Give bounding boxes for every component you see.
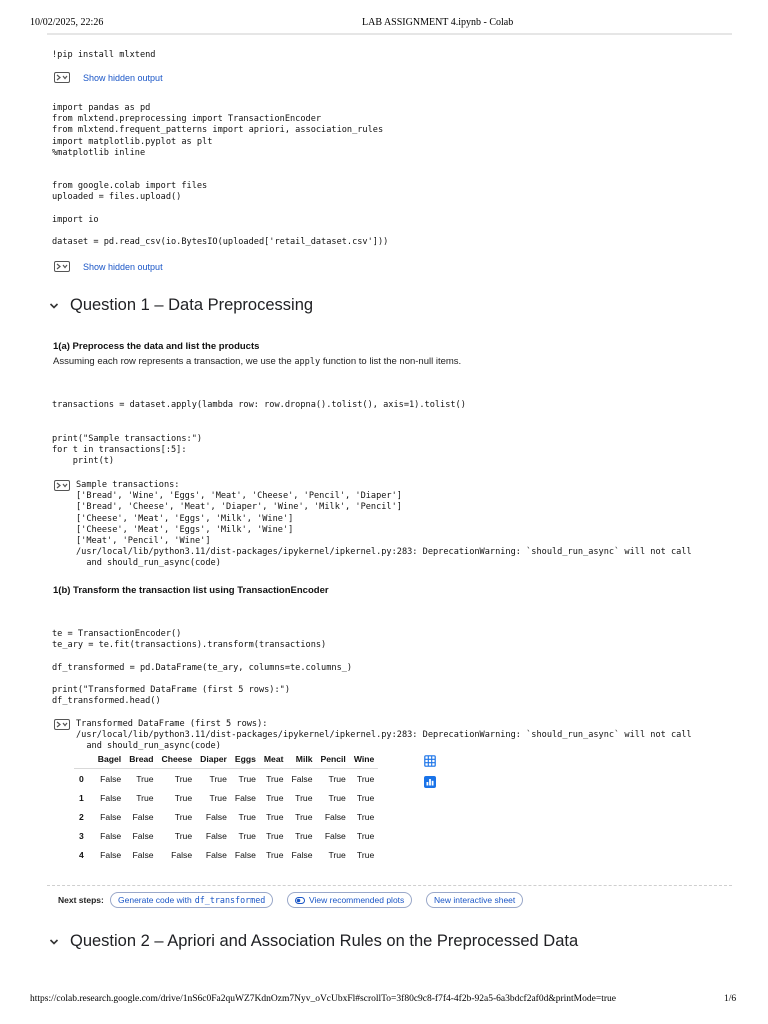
- column-header: Pencil: [317, 751, 350, 769]
- table-cell: False: [205, 811, 227, 822]
- code-cell-pip[interactable]: !pip install mlxtend: [52, 50, 156, 60]
- table-row: [74, 788, 378, 807]
- code-cell-transactions[interactable]: transactions = dataset.apply(lambda row: row.dropna().tolist(), axis=1).tolist() print("Sample transactions:") for t in transactions[:5]: print(t): [52, 400, 466, 467]
- column-header: Bagel: [94, 751, 125, 769]
- code-cell-encoder[interactable]: te = TransactionEncoder() te_ary = te.fit(transactions).transform(transactions) df_transformed = pd.DataFrame(te_ary, columns=te.columns_) print("Transformed DataFrame (first 5 rows):") df_transformed.head(): [52, 629, 353, 707]
- table-cell: True: [174, 830, 193, 841]
- table-cell: False: [100, 830, 122, 841]
- table-cell: True: [356, 830, 375, 841]
- table-cell: True: [266, 773, 284, 784]
- table-cell: True: [266, 792, 284, 803]
- table-cell: True: [266, 830, 284, 841]
- column-header: Milk: [287, 751, 316, 769]
- table-cell: False: [234, 792, 256, 803]
- table-cell: True: [174, 792, 193, 803]
- print-url: https://colab.research.google.com/drive/1nS6c0Fa2quWZ7KdnOzm7Nyv_oVcUbxFl#scrollTo=3f80c9c8-f7f4-4f2b-92a5-6a3bdcf2af0d&printMode=true: [30, 994, 616, 1004]
- table-cell: True: [295, 811, 313, 822]
- table-cell: True: [174, 811, 193, 822]
- new-interactive-sheet-button[interactable]: [426, 892, 523, 908]
- table-cell: True: [238, 773, 256, 784]
- dataframe-table: [74, 751, 378, 864]
- table-cell: True: [356, 849, 375, 860]
- markdown-heading-1a: 1(a) Preprocess the data and list the products: [53, 341, 260, 352]
- output-toggle-icon[interactable]: [54, 480, 70, 491]
- table-cell: False: [100, 773, 122, 784]
- generate-code-button[interactable]: [110, 892, 273, 908]
- row-index: 4: [79, 849, 84, 860]
- table-cell: True: [238, 830, 256, 841]
- column-header: Bread: [125, 751, 157, 769]
- top-rule: [47, 33, 732, 35]
- markdown-heading-1b: 1(b) Transform the transaction list using TransactionEncoder: [53, 585, 329, 596]
- show-hidden-output-2[interactable]: [54, 261, 163, 272]
- table-cell: True: [136, 773, 154, 784]
- print-title: LAB ASSIGNMENT 4.ipynb - Colab: [362, 17, 514, 28]
- print-page-number: 1/6: [724, 994, 737, 1004]
- table-cell: False: [205, 830, 227, 841]
- table-cell: False: [205, 849, 227, 860]
- output-transactions: Sample transactions: ['Bread', 'Wine', 'Eggs', 'Meat', 'Cheese', 'Pencil', 'Diaper'] ['Bread', 'Cheese', 'Meat', 'Diaper', 'Wine', 'Milk', 'Pencil'] ['Cheese', 'Meat', 'Eggs', 'Milk', 'Wine'] ['Cheese', 'Meat', 'Eggs', 'Milk', 'Wine'] ['Meat', 'Pencil', 'Wine'] /usr/local/lib/python3.11/dist-packages/ipykernel/ipkernel.py:283: DeprecationWarning: `should_run_async` will not call and should_run_async(code): [76, 480, 692, 569]
- show-hidden-output-1[interactable]: [54, 72, 163, 83]
- markdown-text-1a: [53, 356, 461, 367]
- markdown-text-part: Assuming each row represents a transaction, we use the: [53, 356, 292, 367]
- inline-code: apply: [294, 357, 321, 367]
- code-cell-upload[interactable]: from google.colab import files uploaded = files.upload() import io dataset = pd.read_csv(io.BytesIO(uploaded['retail_dataset.csv'])): [52, 181, 389, 248]
- section-title: Question 2 – Apriori and Association Rules on the Preprocessed Data: [70, 932, 579, 950]
- column-header: Meat: [260, 751, 288, 769]
- table-row: [74, 826, 378, 845]
- table-cell: True: [209, 792, 227, 803]
- suggest-charts-icon[interactable]: [424, 776, 436, 788]
- generate-code-label: Generate code with: [118, 895, 192, 905]
- table-cell: False: [132, 811, 154, 822]
- table-cell: False: [291, 773, 313, 784]
- table-cell: True: [136, 792, 154, 803]
- table-cell: False: [132, 830, 154, 841]
- table-cell: True: [295, 792, 313, 803]
- table-cell: False: [324, 830, 346, 841]
- row-index: 2: [79, 811, 84, 822]
- table-cell: True: [174, 773, 193, 784]
- table-cell: True: [209, 773, 227, 784]
- table-cell: True: [295, 830, 313, 841]
- table-cell: False: [171, 849, 193, 860]
- output-toggle-icon: [54, 72, 70, 83]
- chevron-down-icon[interactable]: [48, 300, 60, 312]
- show-hidden-output-label: Show hidden output: [83, 261, 163, 272]
- section-title: Question 1 – Data Preprocessing: [70, 296, 314, 314]
- output-toggle-icon[interactable]: [54, 719, 70, 730]
- row-index: 3: [79, 830, 84, 841]
- toggle-icon: [295, 897, 305, 904]
- chevron-down-icon[interactable]: [48, 936, 60, 948]
- table-row: [74, 845, 378, 864]
- section-question-2[interactable]: [48, 932, 578, 951]
- table-cell: True: [356, 773, 375, 784]
- table-cell: False: [291, 849, 313, 860]
- column-header: Cheese: [158, 751, 197, 769]
- table-cell: True: [328, 849, 346, 860]
- generate-code-variable: df_transformed: [194, 895, 266, 905]
- view-recommended-plots-label: View recommended plots: [309, 895, 405, 905]
- output-toggle-icon: [54, 261, 70, 272]
- row-index: 1: [79, 792, 84, 803]
- show-hidden-output-label: Show hidden output: [83, 72, 163, 83]
- new-interactive-sheet-label: New interactive sheet: [434, 895, 516, 905]
- table-cell: True: [266, 849, 284, 860]
- table-row: [74, 807, 378, 826]
- table-cell: False: [132, 849, 154, 860]
- column-header: Diaper: [196, 751, 231, 769]
- section-question-1[interactable]: [48, 296, 313, 315]
- convert-to-interactive-table-icon[interactable]: [424, 755, 436, 767]
- output-encoder: Transformed DataFrame (first 5 rows): /usr/local/lib/python3.11/dist-packages/ipykernel/ipkernel.py:283: DeprecationWarning: `should_run_async` will not call and should_run_async(code): [76, 719, 692, 752]
- row-index: 0: [79, 773, 84, 784]
- column-header: Eggs: [231, 751, 260, 769]
- dataframe-header-row: [74, 751, 378, 769]
- view-recommended-plots-button[interactable]: [287, 892, 412, 908]
- table-row: [74, 769, 378, 789]
- table-cell: False: [100, 849, 122, 860]
- table-cell: False: [234, 849, 256, 860]
- table-cell: True: [356, 792, 375, 803]
- print-datetime: 10/02/2025, 22:26: [30, 17, 104, 28]
- index-header: [74, 751, 94, 769]
- next-steps-divider: [47, 885, 732, 886]
- column-header: Wine: [350, 751, 378, 769]
- markdown-text-part: function to list the non-null items.: [322, 356, 462, 367]
- table-cell: True: [238, 811, 256, 822]
- table-cell: False: [100, 811, 122, 822]
- table-cell: True: [328, 773, 346, 784]
- next-steps-label: Next steps:: [58, 895, 104, 905]
- table-cell: False: [324, 811, 346, 822]
- table-cell: False: [100, 792, 122, 803]
- table-cell: True: [328, 792, 346, 803]
- table-cell: True: [356, 811, 375, 822]
- code-cell-imports[interactable]: import pandas as pd from mlxtend.preprocessing import TransactionEncoder from mlxtend.frequent_patterns import apriori, association_rules import matplotlib.pyplot as plt %matplotlib inline: [52, 103, 384, 158]
- table-cell: True: [266, 811, 284, 822]
